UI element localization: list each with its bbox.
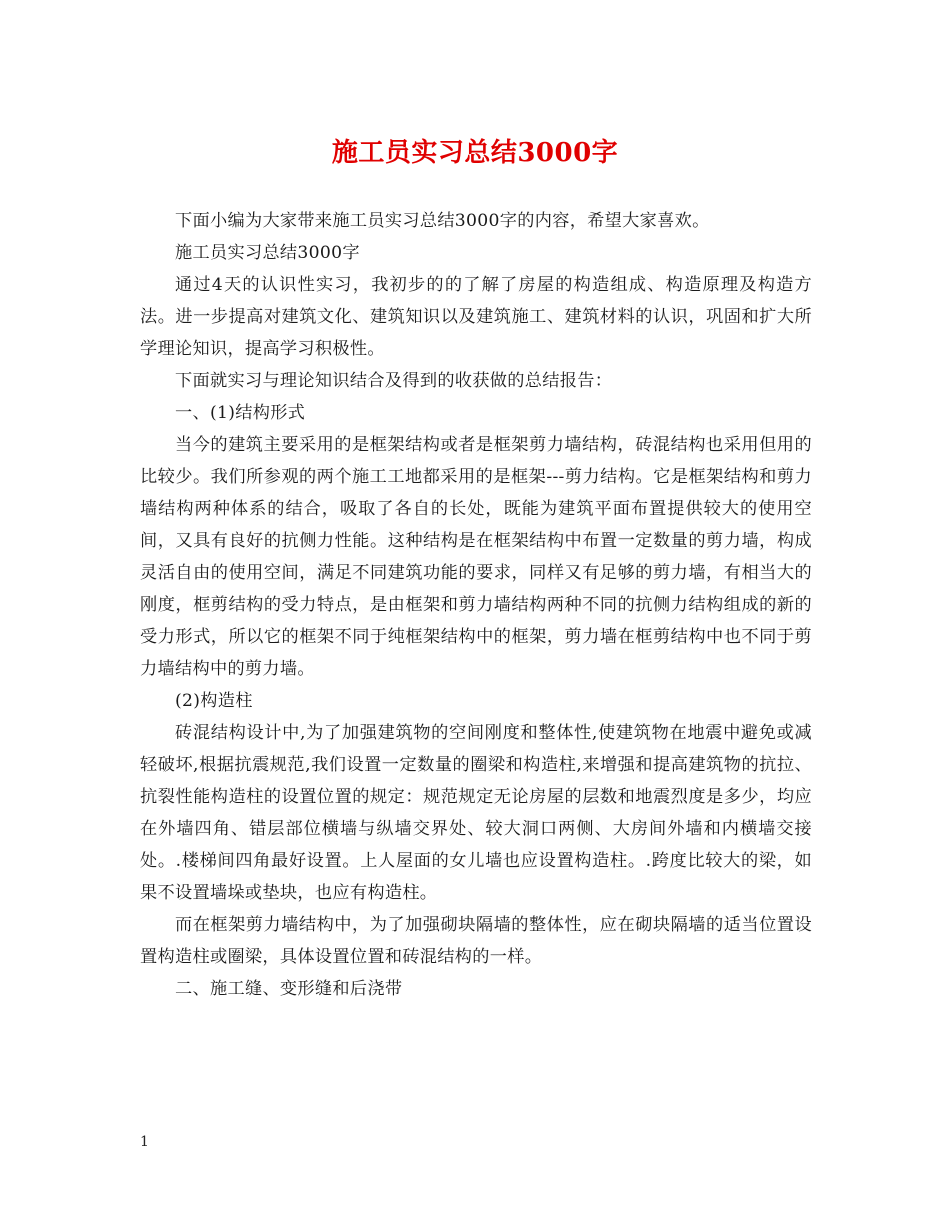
paragraph-overview: 通过4天的认识性实习，我初步的的了解了房屋的构造组成、构造原理及构造方法。进一步提高对建筑文化、建筑知识以及建筑施工、建筑材料的认识，巩固和扩大所学理论知识，提高学习积极性。: [140, 275, 812, 359]
paragraph-intro: 下面小编为大家带来施工员实习总结3000字的内容，希望大家喜欢。: [175, 211, 710, 231]
paragraph-summary-intro: 下面就实习与理论知识结合及得到的收获做的总结报告：: [175, 371, 613, 391]
paragraph-frame-shear-wall: 而在框架剪力墙结构中，为了加强砌块隔墙的整体性，应在砌块隔墙的适当位置设置构造柱或圈梁，具体设置位置和砖混结构的一样。: [140, 915, 812, 967]
paragraph-constructional-column: 砖混结构设计中,为了加强建筑物的空间刚度和整体性,使建筑物在地震中避免或减轻破坏,根据抗震规范,我们设置一定数量的圈梁和构造柱,来增强和提高建筑物的抗拉、抗裂性能构造柱的设置位置的规定：规范规定无论房屋的层数和地震烈度是多少，均应在外墙四角、错层部位横墙与纵墙交界处、较大洞口两侧、大房间外墙和内横墙交接处。.楼梯间四角最好设置。上人屋面的女儿墙也应设置构造柱。.跨度比较大的梁，如果不设置墙垛或垫块，也应有构造柱。: [140, 723, 812, 903]
page-number: 1: [140, 1134, 149, 1150]
section-heading-joints: 二、施工缝、变形缝和后浇带: [175, 979, 403, 999]
paragraph-structure-form: 当今的建筑主要采用的是框架结构或者是框架剪力墙结构，砖混结构也采用但用的比较少。我们所参观的两个施工工地都采用的是框架---剪力结构。它是框架结构和剪力墙结构两种体系的结合，吸取了各自的长处，既能为建筑平面布置提供较大的使用空间，又具有良好的抗侧力性能。这种结构是在框架结构中布置一定数量的剪力墙，构成灵活自由的使用空间，满足不同建筑功能的要求，同样又有足够的剪力墙，有相当大的刚度，框剪结构的受力特点，是由框架和剪力墙结构两种不同的抗侧力结构组成的新的受力形式，所以它的框架不同于纯框架结构中的框架，剪力墙在框剪结构中也不同于剪力墙结构中的剪力墙。: [140, 435, 812, 679]
section-heading-structure-form: 一、(1)结构形式: [175, 403, 306, 423]
section-heading-constructional-column: (2)构造柱: [175, 691, 253, 711]
document-title: 施工员实习总结3000字: [331, 138, 619, 168]
paragraph-subtitle: 施工员实习总结3000字: [175, 243, 360, 263]
document-body: [140, 205, 812, 1005]
